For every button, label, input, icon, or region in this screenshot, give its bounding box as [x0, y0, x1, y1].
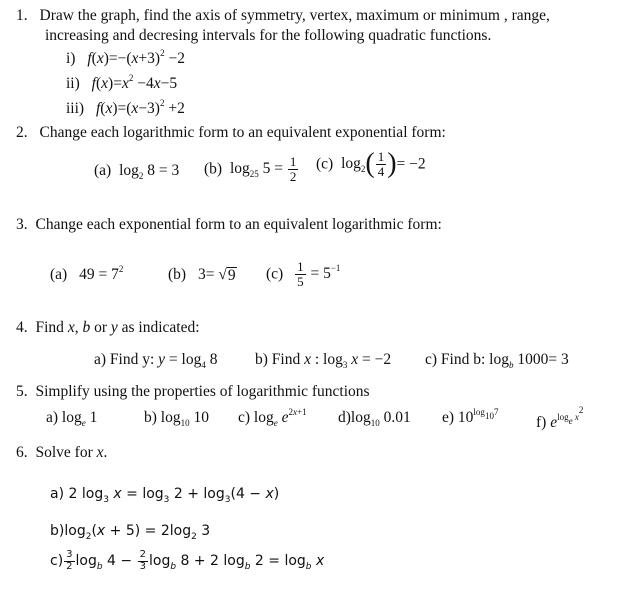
q4-item-expr: Find x : $\log_3 x = -2$	[271, 351, 392, 370]
q5-item-d	[338, 410, 411, 426]
q2-item-label: (b)	[204, 160, 223, 178]
q3-item-expr: = $5^{-1}$	[310, 263, 341, 283]
q5-header	[16, 384, 370, 400]
q4-header	[16, 320, 200, 336]
q6-header	[16, 445, 107, 461]
q1-item-expr: $f(x)=(x-3)^2 +2$	[95, 98, 185, 117]
q5-item-label: e)	[442, 409, 455, 426]
q5-item-expr: $\log_e e^{2x+1}$	[253, 407, 307, 428]
q2-item-a	[94, 163, 179, 179]
q3-number: 3.	[16, 216, 28, 233]
q3-item-expr: $49 = 7^2$	[79, 264, 124, 283]
q4-item-label: a)	[94, 351, 107, 368]
fraction-one-half: $\frac{1}{2}$	[289, 154, 297, 184]
q3-item-a	[50, 264, 124, 283]
q5-item-label: d)	[338, 409, 351, 426]
q1-item-ii	[66, 73, 178, 92]
q5-item-e	[442, 407, 499, 426]
q3-item-label: (c)	[266, 265, 284, 283]
q2-item-expr: $\log_{25} 5$ =	[229, 160, 284, 180]
q4-text: Find x, b or y as indicated:	[35, 319, 200, 336]
fraction-one-quarter: $\frac{1}{4}$	[377, 149, 385, 179]
q2-item-c: (c) $\log_2$( $\frac{1}{4}$ )= −2	[316, 148, 426, 180]
q1-text-line2: increasing and decresing intervals for the following quadratic functions.	[45, 27, 492, 44]
q6-item-label: b)	[50, 523, 65, 539]
q6-item-expr: 2 $\log_3 x = \log_3 2 + \log_3(4 - x)$	[68, 486, 280, 505]
q1-item-label: iii)	[66, 100, 85, 117]
q6-item-label: c)	[50, 553, 64, 569]
q3-header	[16, 217, 442, 233]
q1-item-label: i)	[66, 50, 76, 67]
q5-item-label: a)	[46, 409, 59, 426]
q2-item-label: (c)	[316, 155, 334, 173]
q5-item-expr: $e^{log_e x^2}$	[550, 405, 584, 431]
q6-item-expr: $\log_2(x + 5) = 2\log_2$ 3	[64, 523, 211, 542]
fraction-three-halves: $\frac{3}{2}$	[66, 549, 73, 572]
q5-item-b	[144, 410, 209, 426]
q2-item-expr: $\log_2$	[341, 155, 366, 175]
q6-item-label: a)	[50, 486, 65, 502]
q6-number: 6.	[16, 444, 28, 461]
q3-text: Change each exponential form to an equivalent logarithmic form:	[35, 216, 442, 233]
q1-line1	[16, 8, 550, 24]
q4-item-b	[255, 352, 391, 368]
fraction-one-fifth: $\frac{1}{5}$	[297, 259, 304, 289]
fraction-two-thirds: $\frac{2}{3}$	[139, 549, 146, 572]
q5-item-expr: $\log_e 1$	[61, 409, 98, 428]
q6-item-a	[50, 486, 280, 505]
q1-item-expr: $f(x)=x^2 -4x-5$	[91, 73, 178, 92]
q4-item-expr: Find y: $y = \log_4 8$	[109, 351, 218, 370]
q1-item-expr: $f(x)=-(x+3)^2 -2$	[87, 48, 185, 67]
q3-item-b	[168, 267, 237, 284]
q1-text-line1: Draw the graph, find the axis of symmetry, vertex, maximum or minimum , range,	[39, 7, 550, 24]
q2-item-b	[204, 155, 299, 183]
q1-item-label: ii)	[66, 75, 80, 92]
q4-item-expr: Find b: $\log_b 1000= 3$	[440, 351, 569, 370]
q6-item-c: c) $\frac{3}{2}$ $\log_b 4$ − $\frac{2}{3}$ $\log_b 8 + 2$ $\log_b 2 = \log_b x$	[50, 549, 325, 572]
q2-text: Change each logarithmic form to an equivalent exponential form:	[39, 124, 446, 141]
q2-item-expr: $\log_2 8 = 3$	[119, 162, 180, 181]
q6-text: Solve for x.	[35, 444, 108, 461]
q5-item-a	[46, 410, 97, 426]
q4-item-a	[94, 352, 217, 368]
q4-item-c	[425, 352, 569, 368]
q1-number: 1.	[16, 7, 28, 24]
q4-item-label: c)	[425, 351, 438, 368]
q3-item-label: (a)	[50, 266, 68, 283]
q5-item-label: b)	[144, 409, 157, 426]
q5-item-label: c)	[238, 409, 251, 426]
q5-item-expr: $\log_{10} 0.01$	[350, 409, 411, 428]
q5-item-expr: $\log_{10} 10$	[160, 409, 209, 428]
q5-item-c	[238, 407, 307, 428]
q4-item-label: b)	[255, 351, 268, 368]
q1-item-iii	[66, 98, 185, 117]
q2-header	[16, 125, 446, 141]
q5-text: Simplify using the properties of logarithmic functions	[35, 383, 370, 400]
q2-number: 2.	[16, 124, 28, 141]
q4-number: 4.	[16, 319, 28, 336]
q3-item-c	[266, 260, 340, 288]
square-root-symbol: √ 9	[218, 266, 236, 284]
q6-item-b	[50, 523, 211, 542]
q3-item-label: (b)	[168, 266, 187, 283]
q2-item-label: (a)	[94, 162, 112, 179]
q5-item-label: f)	[536, 414, 547, 431]
q1-item-i	[66, 48, 185, 67]
q5-item-f	[536, 405, 584, 431]
q5-number: 5.	[16, 383, 28, 400]
q3-item-expr: 3= √ 9	[197, 266, 236, 284]
q5-item-expr: $10^{log_{10}7}$	[457, 407, 499, 426]
